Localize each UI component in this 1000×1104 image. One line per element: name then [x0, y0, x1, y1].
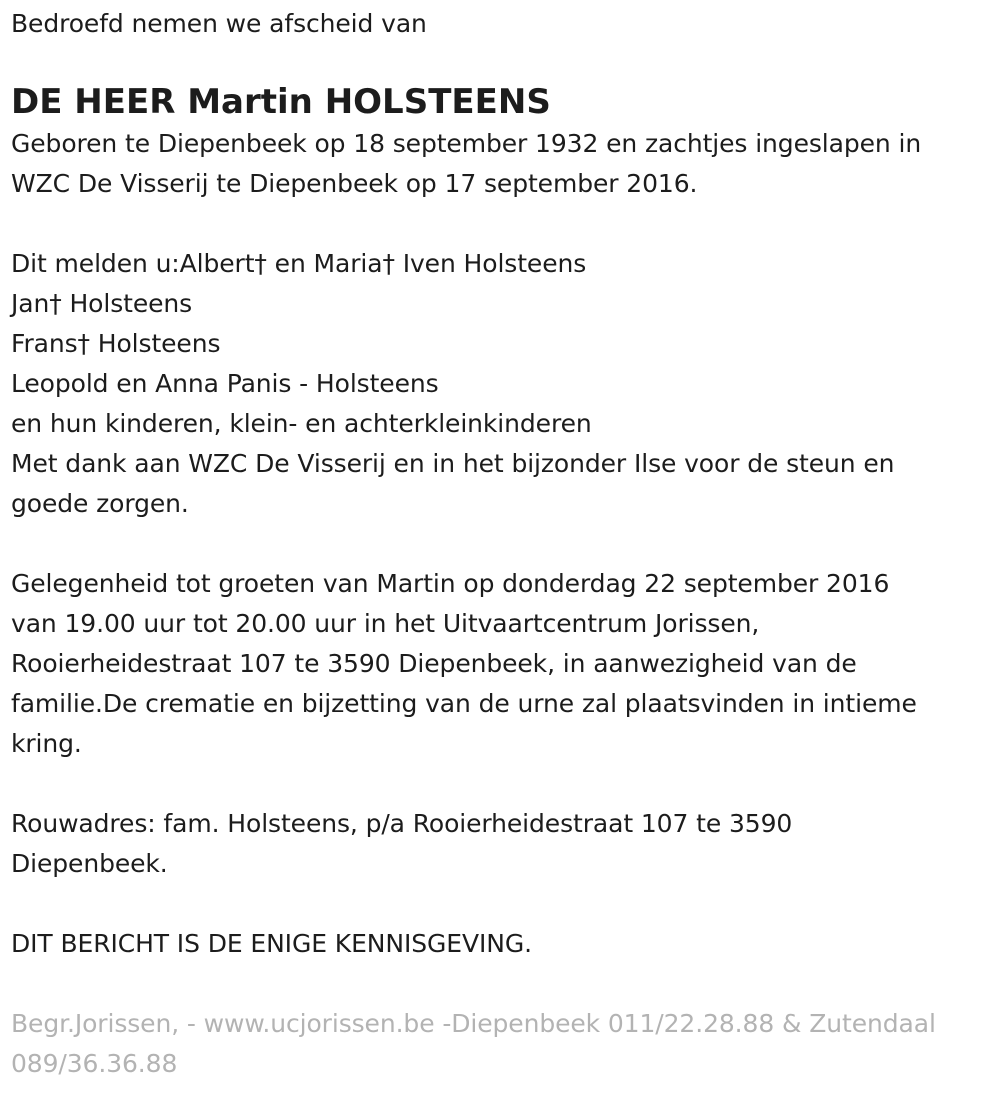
undertaker-footer — [11, 1004, 991, 1084]
visitation-line: kring. — [11, 729, 82, 758]
visitation-line: Rooierheidestraat 107 te 3590 Diepenbeek, in aanwezigheid van de — [11, 649, 857, 678]
footer-line: 089/36.36.88 — [11, 1049, 178, 1078]
visitation-section — [11, 564, 991, 764]
visitation-line: van 19.00 uur tot 20.00 uur in het Uitvaartcentrum Jorissen, — [11, 609, 760, 638]
visitation-line: familie.De crematie en bijzetting van de urne zal plaatsvinden in intieme — [11, 689, 917, 718]
address-line: Diepenbeek. — [11, 849, 168, 878]
family-line: en hun kinderen, klein- en achterkleinkinderen — [11, 409, 592, 438]
thanks-line: goede zorgen. — [11, 489, 189, 518]
family-line: Dit melden u:Albert† en Maria† Iven Holsteens — [11, 249, 587, 278]
family-section — [11, 244, 991, 524]
notice-text: DIT BERICHT IS DE ENIGE KENNISGEVING. — [11, 929, 532, 958]
obituary-notice — [11, 4, 991, 1084]
birth-section — [11, 124, 991, 204]
family-line: Jan† Holsteens — [11, 289, 193, 318]
birth-line: WZC De Visserij te Diepenbeek op 17 september 2016. — [11, 169, 698, 198]
address-line: Rouwadres: fam. Holsteens, p/a Rooierheidestraat 107 te 3590 — [11, 809, 793, 838]
address-section — [11, 804, 991, 884]
deceased-name: DE HEER Martin HOLSTEENS — [11, 82, 551, 122]
intro-text: Bedroefd nemen we afscheid van — [11, 9, 427, 38]
visitation-line: Gelegenheid tot groeten van Martin op donderdag 22 september 2016 — [11, 569, 890, 598]
birth-line: Geboren te Diepenbeek op 18 september 1932 en zachtjes ingeslapen in — [11, 129, 922, 158]
thanks-line: Met dank aan WZC De Visserij en in het bijzonder Ilse voor de steun en — [11, 449, 895, 478]
family-line: Leopold en Anna Panis - Holsteens — [11, 369, 439, 398]
footer-line: Begr.Jorissen, - www.ucjorissen.be -Diepenbeek 011/22.28.88 & Zutendaal — [11, 1009, 936, 1038]
family-line: Frans† Holsteens — [11, 329, 221, 358]
